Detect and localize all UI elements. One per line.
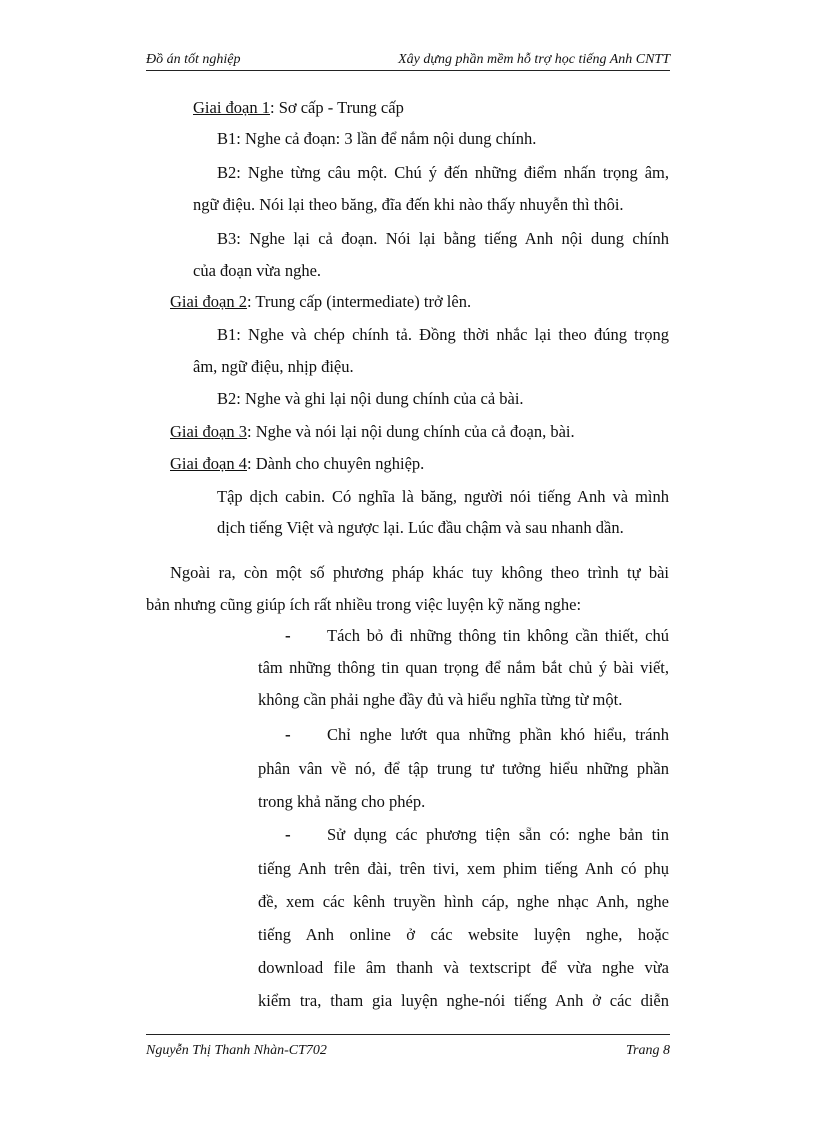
stage1-step2-line1: B2: Nghe từng câu một. Chú ý đến những điểm nhấn trọng âm, — [217, 163, 669, 182]
stage3-title: : Nghe và nói lại nội dung chính của cả đoạn, bài. — [246, 422, 575, 441]
stage1-step1: B1: Nghe cả đoạn: 3 lần để nắm nội dung chính. — [217, 129, 537, 148]
bullet2-line1: Chỉ nghe lướt qua những phần khó hiểu, tránh — [327, 725, 669, 744]
stage2-heading — [170, 292, 471, 312]
bullet1-dash: - — [285, 626, 291, 645]
bullet1-line1: Tách bỏ đi những thông tin không cần thiết, chú — [327, 626, 669, 645]
stage3-heading — [170, 422, 575, 442]
stage1-heading — [193, 98, 404, 118]
bullet1-line3: không cần phải nghe đầy đủ và hiểu nghĩa từng từ một. — [258, 690, 623, 709]
bullet3-line4: tiếng Anh online ở các website luyện nghe, hoặc — [258, 925, 669, 944]
stage2-step2: B2: Nghe và ghi lại nội dung chính của cả bài. — [217, 389, 524, 408]
header-left-text: Đồ án tốt nghiệp — [146, 52, 241, 67]
stage1-title: : Sơ cấp - Trung cấp — [269, 98, 404, 117]
bullet3-line2: tiếng Anh trên đài, trên tivi, xem phim tiếng Anh có phụ — [258, 859, 669, 878]
stage4-line2: dịch tiếng Việt và ngược lại. Lúc đầu chậm và sau nhanh dần. — [217, 518, 624, 537]
bullet2-dash: - — [285, 725, 291, 744]
stage2-title: : Trung cấp (intermediate) trở lên. — [246, 292, 472, 311]
footer-page-number: Trang 8 — [626, 1043, 670, 1058]
stage4-line1: Tập dịch cabin. Có nghĩa là băng, người nói tiếng Anh và mình — [217, 487, 669, 506]
stage2-step1-line2: âm, ngữ điệu, nhịp điệu. — [193, 357, 354, 376]
stage1-label: Giai đoạn 1 — [193, 98, 270, 117]
bullet3-line3: đề, xem các kênh truyền hình cáp, nghe nhạc Anh, nghe — [258, 892, 669, 911]
bullet3-line5: download file âm thanh và textscript để vừa nghe vừa — [258, 958, 669, 977]
stage1-step2-line2: ngữ điệu. Nói lại theo băng, đĩa đến khi nào thấy nhuyễn thì thôi. — [193, 195, 624, 214]
page-header — [146, 50, 670, 71]
header-right-text: Xây dựng phần mềm hỗ trợ học tiếng Anh CNTT — [398, 52, 670, 67]
bullet1-line2: tâm những thông tin quan trọng để nắm bắt chủ ý bài viết, — [258, 658, 669, 677]
stage4-label: Giai đoạn 4 — [170, 454, 247, 473]
intro-line2: bản nhưng cũng giúp ích rất nhiều trong việc luyện kỹ năng nghe: — [146, 595, 582, 614]
bullet2-line3: trong khả năng cho phép. — [258, 792, 426, 811]
bullet2-line2: phân vân về nó, để tập trung tư tưởng hiểu những phần — [258, 759, 669, 778]
stage2-step1-line1: B1: Nghe và chép chính tả. Đồng thời nhắc lại theo đúng trọng — [217, 325, 669, 344]
intro-line1: Ngoài ra, còn một số phương pháp khác tuy không theo trình tự bài — [170, 563, 669, 582]
bullet3-dash: - — [285, 825, 291, 844]
stage3-label: Giai đoạn 3 — [170, 422, 247, 441]
stage4-title: : Dành cho chuyên nghiệp. — [246, 454, 425, 473]
stage4-heading — [170, 454, 424, 474]
page-footer — [146, 1034, 670, 1059]
bullet3-line1: Sử dụng các phương tiện sẵn có: nghe bản tin — [327, 825, 669, 844]
stage1-step3-line2: của đoạn vừa nghe. — [193, 261, 322, 280]
stage2-label: Giai đoạn 2 — [170, 292, 247, 311]
footer-author: Nguyễn Thị Thanh Nhàn-CT702 — [146, 1043, 327, 1058]
bullet3-line6: kiểm tra, tham gia luyện nghe-nói tiếng Anh ở các diễn — [258, 991, 669, 1010]
stage1-step3-line1: B3: Nghe lại cả đoạn. Nói lại bằng tiếng Anh nội dung chính — [217, 229, 669, 248]
